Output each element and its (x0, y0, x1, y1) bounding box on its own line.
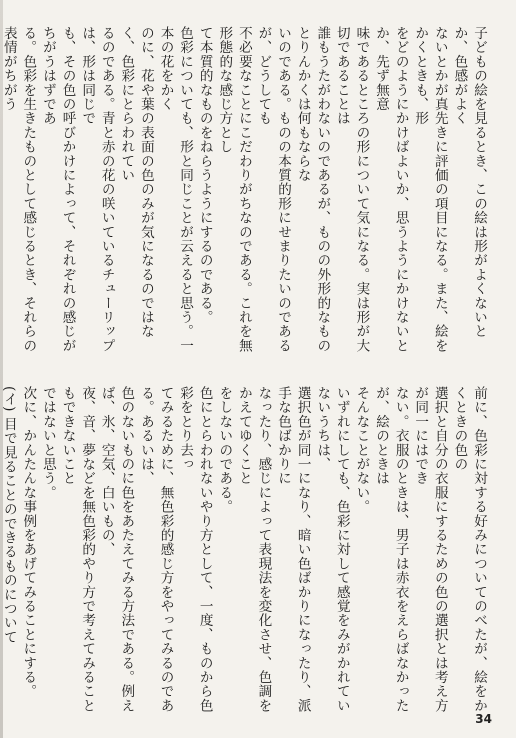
text-line: そんなことがない。 (353, 386, 370, 514)
text-line: 前に、色彩に対する好みについてのべたが、絵をかくときの色の (451, 386, 487, 713)
text-line: 色のないものに色をあたえてみる方法である。例えば、氷、空気、白いもの、 (98, 386, 135, 713)
text-line: るのである。青と赤の花の咲いているチューリップは、形は同じで (79, 26, 115, 353)
text-line: (イ) 目で見ることのできるものについて (0, 386, 17, 645)
text-line: 次に、かんたんな事例をあげてみることにする。 (20, 386, 37, 699)
text-line: ない。衣服のときは、男子は赤衣をえらばなかったが、絵のときは (373, 386, 409, 713)
text-line: 色彩についても、形と同じことが云えると思う。一本の花をかく (157, 26, 194, 353)
page-number: 34 (475, 712, 492, 726)
text-line: 味であるところの形について気になる。実は形が大切であることは (333, 26, 370, 353)
text-line: いずれにしても、色彩に対して感覚をみがかれていないうちは、 (314, 386, 350, 713)
text-line: 夜、音、夢などを無色彩的やり方で考えてみることもできないこと (59, 386, 96, 713)
text-line: て本質的なものをねらうようにするのである。 (196, 26, 213, 325)
text-line: 選択色が同一になり、暗い色ばかりになったり、派手な色ばかりに (275, 386, 311, 713)
text-line: も、その色の呼びかけによって、それぞれの感じがちがうはずであ (39, 26, 76, 353)
text-line: なったり、感じによって表現法を変化させ、色調をかえてゆくこと (235, 386, 272, 713)
text-line: てみるために、無色彩的感じ方をやってみるのである。あるいは、 (137, 386, 174, 713)
text-line: 子どもの絵を見るとき、この絵は形がよくないとか、色感がよく (451, 26, 487, 339)
text-line: いのである。ものの本質的形にせまりたいのであるが、どうしても (255, 26, 292, 353)
text-line: のに、花や葉の表面の色のみが気になるのではなく、色彩にとらわれてい (118, 26, 154, 339)
text-block-top (0, 26, 488, 361)
text-line: をどのようにかけばよいか、思うようにかけないとか、先ず無意 (373, 26, 409, 353)
text-line: 誰もうたがわないのであるが、ものの外形的なものとりんかくは何もならな (294, 26, 331, 353)
text-block-bottom (0, 386, 488, 716)
text-line: ではないと思う。 (39, 386, 56, 500)
text-line: る。色彩を生きたものとして感じるとき、それらの表情がちがう (0, 26, 37, 353)
text-line: 色にとらわれないやり方として、一度、ものから色彩をとり去っ (177, 386, 213, 713)
text-line: 不必要なことにこだわりがちなのである。これを無形態的な感じ方とし (216, 26, 252, 353)
text-line: をしないのである。 (216, 386, 233, 514)
text-line: ないとかが真先きに評価の項目になる。また、絵をかくときも、形 (412, 26, 448, 353)
text-line: 選択と自分の衣服にするための色の選択とは考え方が同一にはでき (412, 386, 448, 713)
